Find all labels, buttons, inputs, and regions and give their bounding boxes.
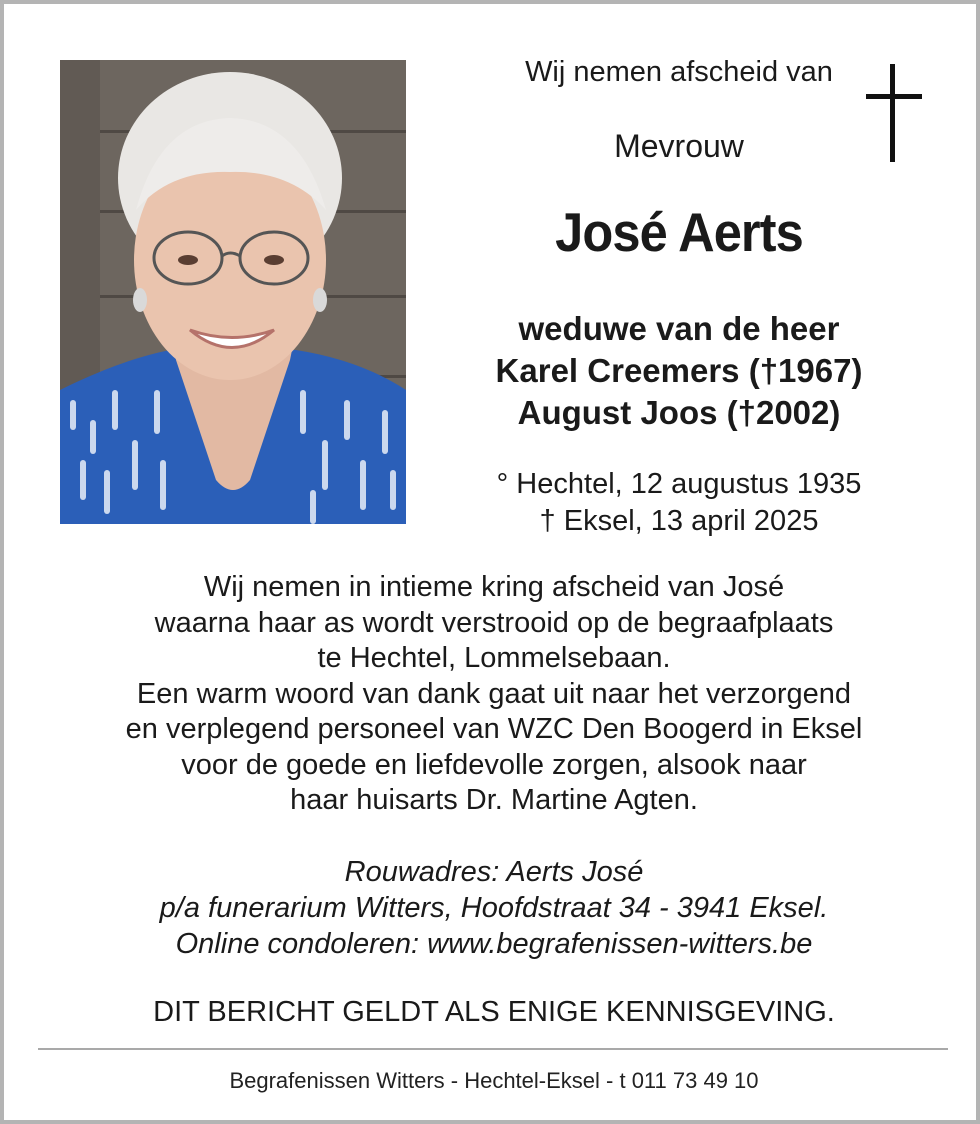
message-line: en verplegend personeel van WZC Den Boogerd in Eksel bbox=[125, 713, 863, 745]
funeral-home-footer: Begrafenissen Witters - Hechtel-Eksel - t 011 73 49 10 bbox=[229, 1068, 759, 1093]
message-line: te Hechtel, Lommelsebaan. bbox=[317, 642, 671, 674]
portrait-photo bbox=[60, 60, 406, 524]
message-line: waarna haar as wordt verstrooid op de begraafplaats bbox=[154, 606, 834, 639]
divider bbox=[38, 1048, 948, 1050]
life-dates bbox=[444, 466, 914, 540]
birth-date: ° Hechtel, 12 augustus 1935 bbox=[496, 468, 862, 500]
message-text bbox=[44, 570, 944, 819]
widow-line: Karel Creemers (†1967) bbox=[495, 352, 863, 389]
condolence-link[interactable]: Online condoleren: www.begrafenissen-witters.be bbox=[175, 928, 813, 960]
mourning-address bbox=[44, 854, 944, 962]
message-line: Een warm woord van dank gaat uit naar het verzorgend bbox=[136, 677, 852, 710]
widow-line: weduwe van de heer bbox=[518, 310, 840, 347]
message-line: Wij nemen in intieme kring afscheid van José bbox=[203, 571, 785, 603]
address-line: p/a funerarium Witters, Hoofdstraat 34 - 3941 Eksel. bbox=[159, 892, 829, 924]
address-line: Rouwadres: Aerts José bbox=[344, 856, 644, 888]
widow-line: August Joos (†2002) bbox=[517, 394, 841, 431]
sole-notice: DIT BERICHT GELDT ALS ENIGE KENNISGEVING. bbox=[153, 996, 835, 1028]
deceased-name: José Aerts bbox=[555, 201, 803, 263]
widow-of-block bbox=[444, 308, 914, 434]
message-line: voor de goede en liefdevolle zorgen, alsook naar bbox=[181, 748, 807, 781]
honorific: Mevrouw bbox=[614, 128, 744, 164]
intro-text: Wij nemen afscheid van bbox=[525, 56, 833, 88]
message-line: haar huisarts Dr. Martine Agten. bbox=[290, 784, 698, 816]
death-date: † Eksel, 13 april 2025 bbox=[539, 505, 819, 537]
